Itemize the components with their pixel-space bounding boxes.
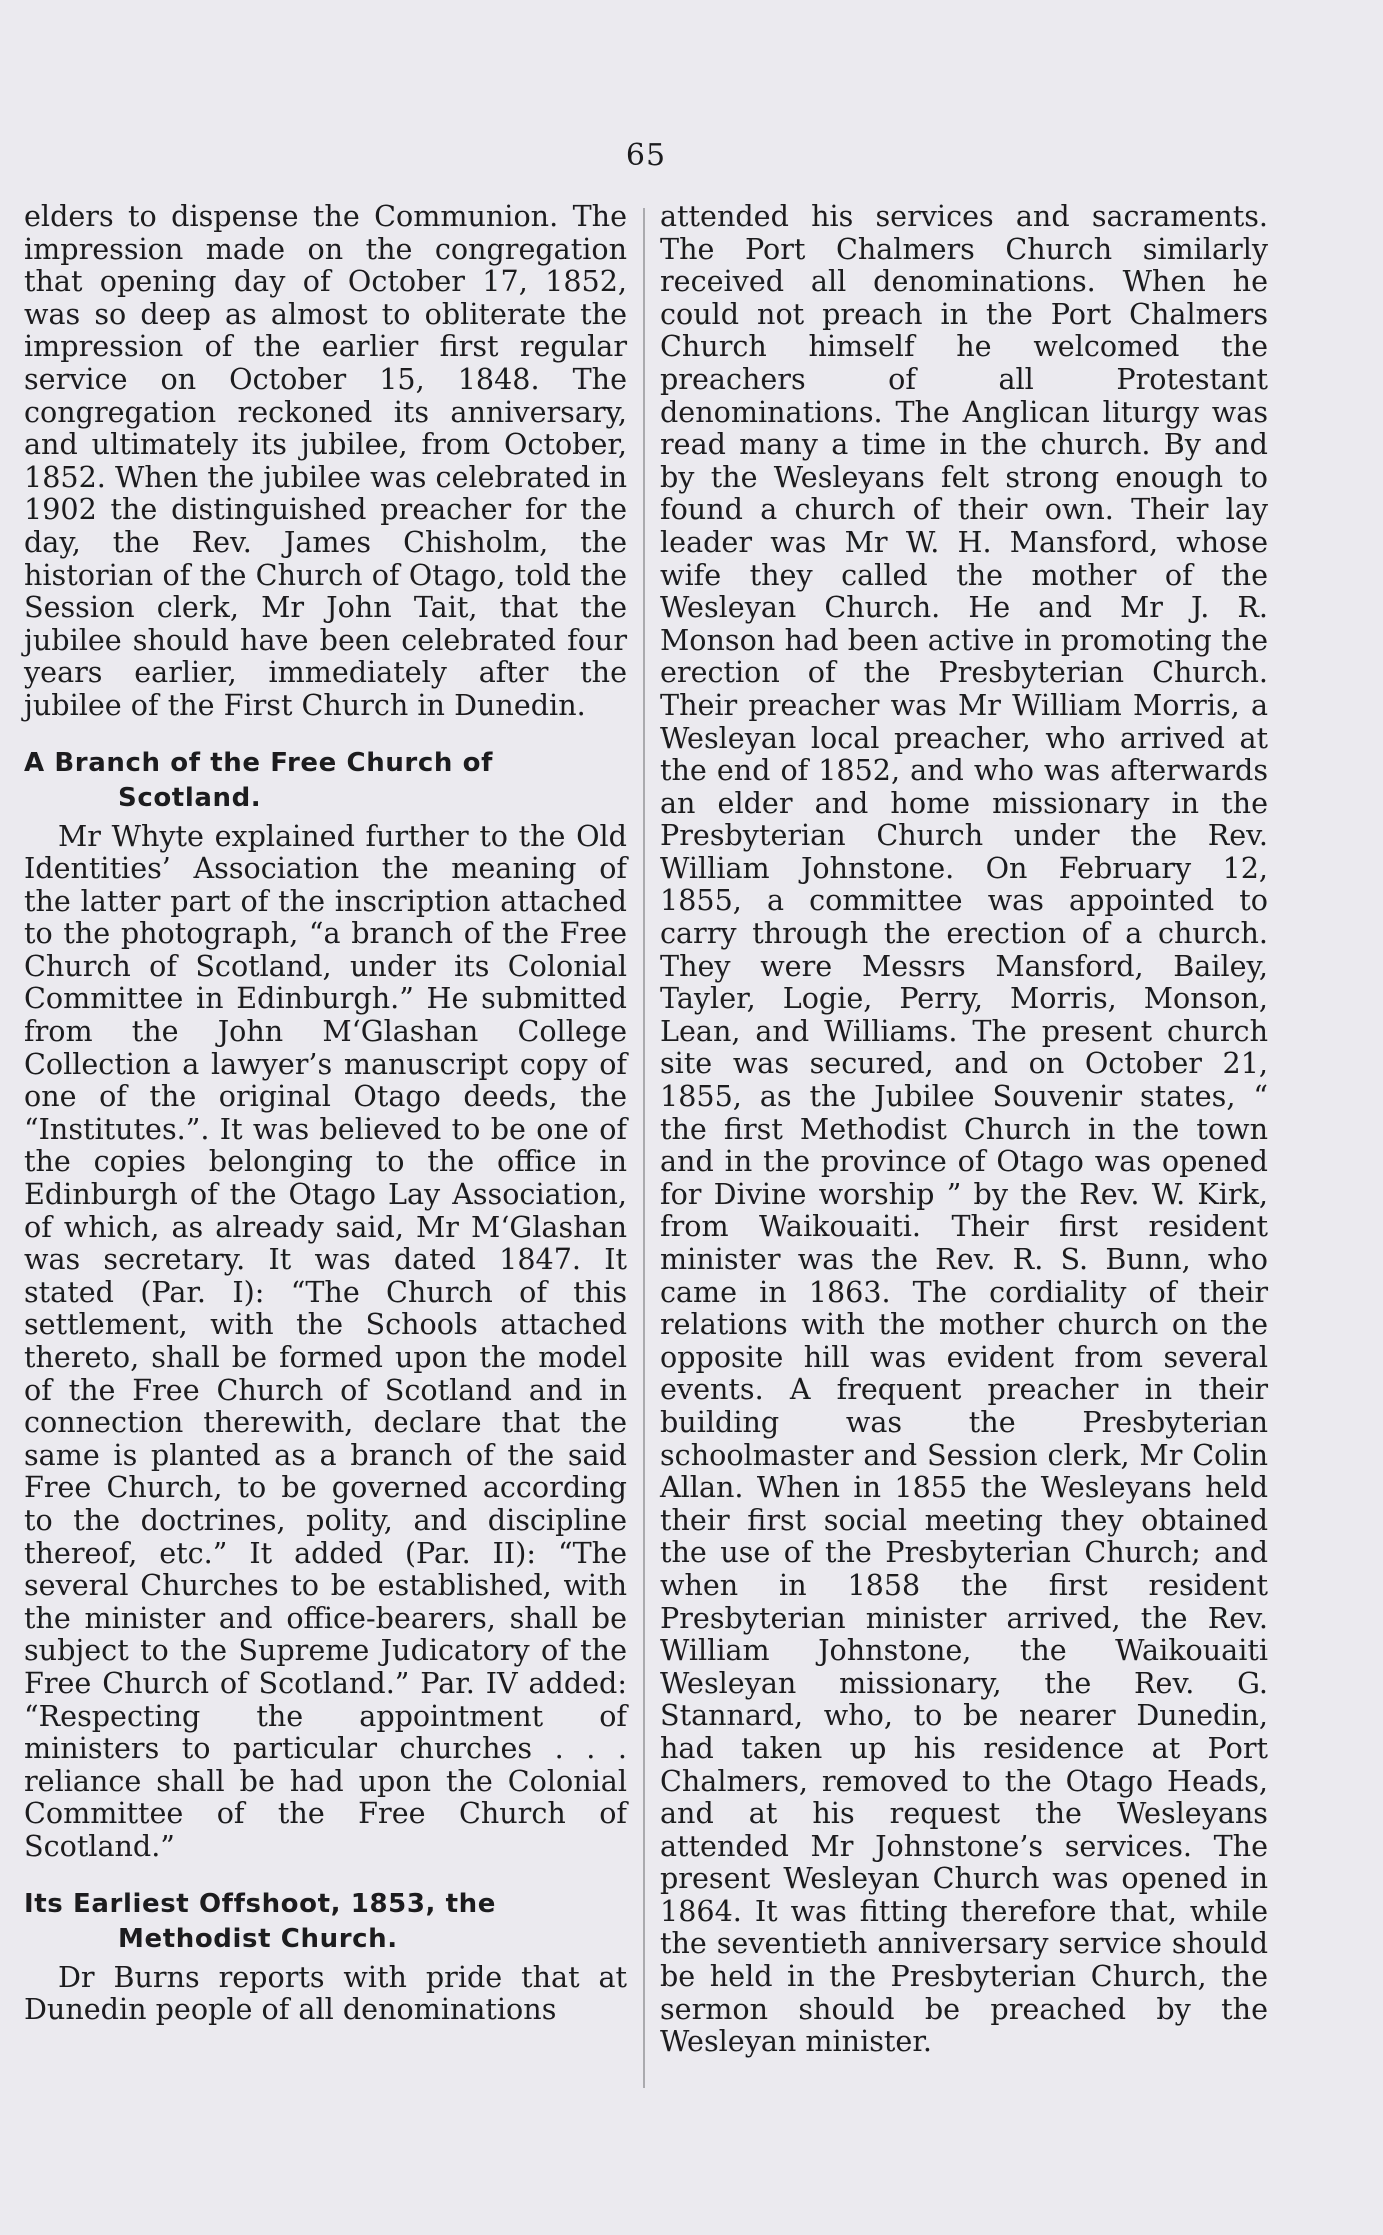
column-divider: [643, 208, 645, 2088]
heading-line: Its Earliest Offshoot, 1853, the: [24, 1888, 497, 1919]
section-heading-free-church: [24, 746, 627, 816]
left-column: [24, 200, 627, 2026]
paragraph: elders to dispense the Communion. The impression made on the congregation that opening day of October 17, 1852, was so deep as almost to obliterate the impression of the earlier first regular service on October 15, 1848. The congregation reckoned its anniversary, and ultimately its jubilee, from October, 1852. When the jubilee was celebrated in 1902 the distinguished preacher for the day, the Rev. James Chisholm, the historian of the Church of Otago, told the Session clerk, Mr John Tait, that the jubilee should have been celebrated four years earlier, immediately after the jubilee of the First Church in Dunedin.: [24, 199, 627, 722]
page-number: 65: [625, 138, 667, 173]
heading-line: A Branch of the Free Church of: [24, 747, 494, 778]
paragraph: attended his services and sacraments. The Port Chalmers Church similarly received all denominations. When he could not preach in the Port Chalmers Church himself he welcomed the preachers of all Protestant denominations. The Anglican liturgy was read many a time in the church. By and by the Wesleyans felt strong enough to found a church of their own. Their lay leader was Mr W. H. Mansford, whose wife they called the mother of the Wesleyan Church. He and Mr J. R. Monson had been active in promoting the erection of the Presbyterian Church. Their preacher was Mr William Morris, a Wesleyan local preacher, who arrived at the end of 1852, and who was afterwards an elder and home missionary in the Presbyterian Church under the Rev. William Johnstone. On February 12, 1855, a committee was appointed to carry through the erection of a church. They were Messrs Mansford, Bailey, Tayler, Logie, Perry, Morris, Monson, Lean, and Williams. The present church site was secured, and on October 21, 1855, as the Jubilee Souvenir states, “ the first Methodist Church in the town and in the province of Otago was opened for Divine worship ” by the Rev. W. Kirk, from Waikouaiti. Their first resident minister was the Rev. R. S. Bunn, who came in 1863. The cordiality of their relations with the mother church on the opposite hill was evident from several events. A frequent preacher in their building was the Presbyterian schoolmaster and Session clerk, Mr Colin Allan. When in 1855 the Wesleyans held their first social meeting they obtained the use of the Presbyterian Church; and when in 1858 the first resident Presbyterian minister arrived, the Rev. William Johnstone, the Waikouaiti Wesleyan missionary, the Rev. G. Stannard, who, to be nearer Dunedin, had taken up his residence at Port Chalmers, removed to the Otago Heads, and at his request the Wesleyans attended Mr Johnstone’s services. The present Wesleyan Church was opened in 1864. It was fitting therefore that, while the seventieth anniversary service should be held in the Presbyterian Church, the sermon should be preached by the Wesleyan minister.: [660, 199, 1268, 2059]
heading-line: Methodist Church.: [118, 1923, 398, 1954]
right-column: [660, 200, 1268, 2058]
paragraph: Dr Burns reports with pride that at Dunedin people of all denominations: [24, 1959, 627, 2027]
paragraph: Mr Whyte explained further to the Old Identities’ Association the meaning of the latter part of the inscription attached to the photograph, “a branch of the Free Church of Scotland, under its Colonial Committee in Edinburgh.” He submitted from the John M‘Glashan College Collection a lawyer’s manuscript copy of one of the original Otago deeds, the “Institutes.”. It was believed to be one of the copies belonging to the office in Edinburgh of the Otago Lay Association, of which, as already said, Mr M‘Glashan was secretary. It was dated 1847. It stated (Par. I): “The Church of this settlement, with the Schools attached thereto, shall be formed upon the model of the Free Church of Scotland and in connection therewith, declare that the same is planted as a branch of the said Free Church, to be governed according to the doctrines, polity, and discipline thereof, etc.” It added (Par. II): “The several Churches to be established, with the minister and office-bearers, shall be subject to the Supreme Judicatory of the Free Church of Scotland.” Par. IV added: “Respecting the appointment of ministers to particular churches . . . reliance shall be had upon the Colonial Committee of the Free Church of Scotland.”: [24, 818, 627, 1863]
section-heading-methodist-church: [24, 1887, 627, 1957]
heading-line: Scotland.: [118, 782, 262, 813]
